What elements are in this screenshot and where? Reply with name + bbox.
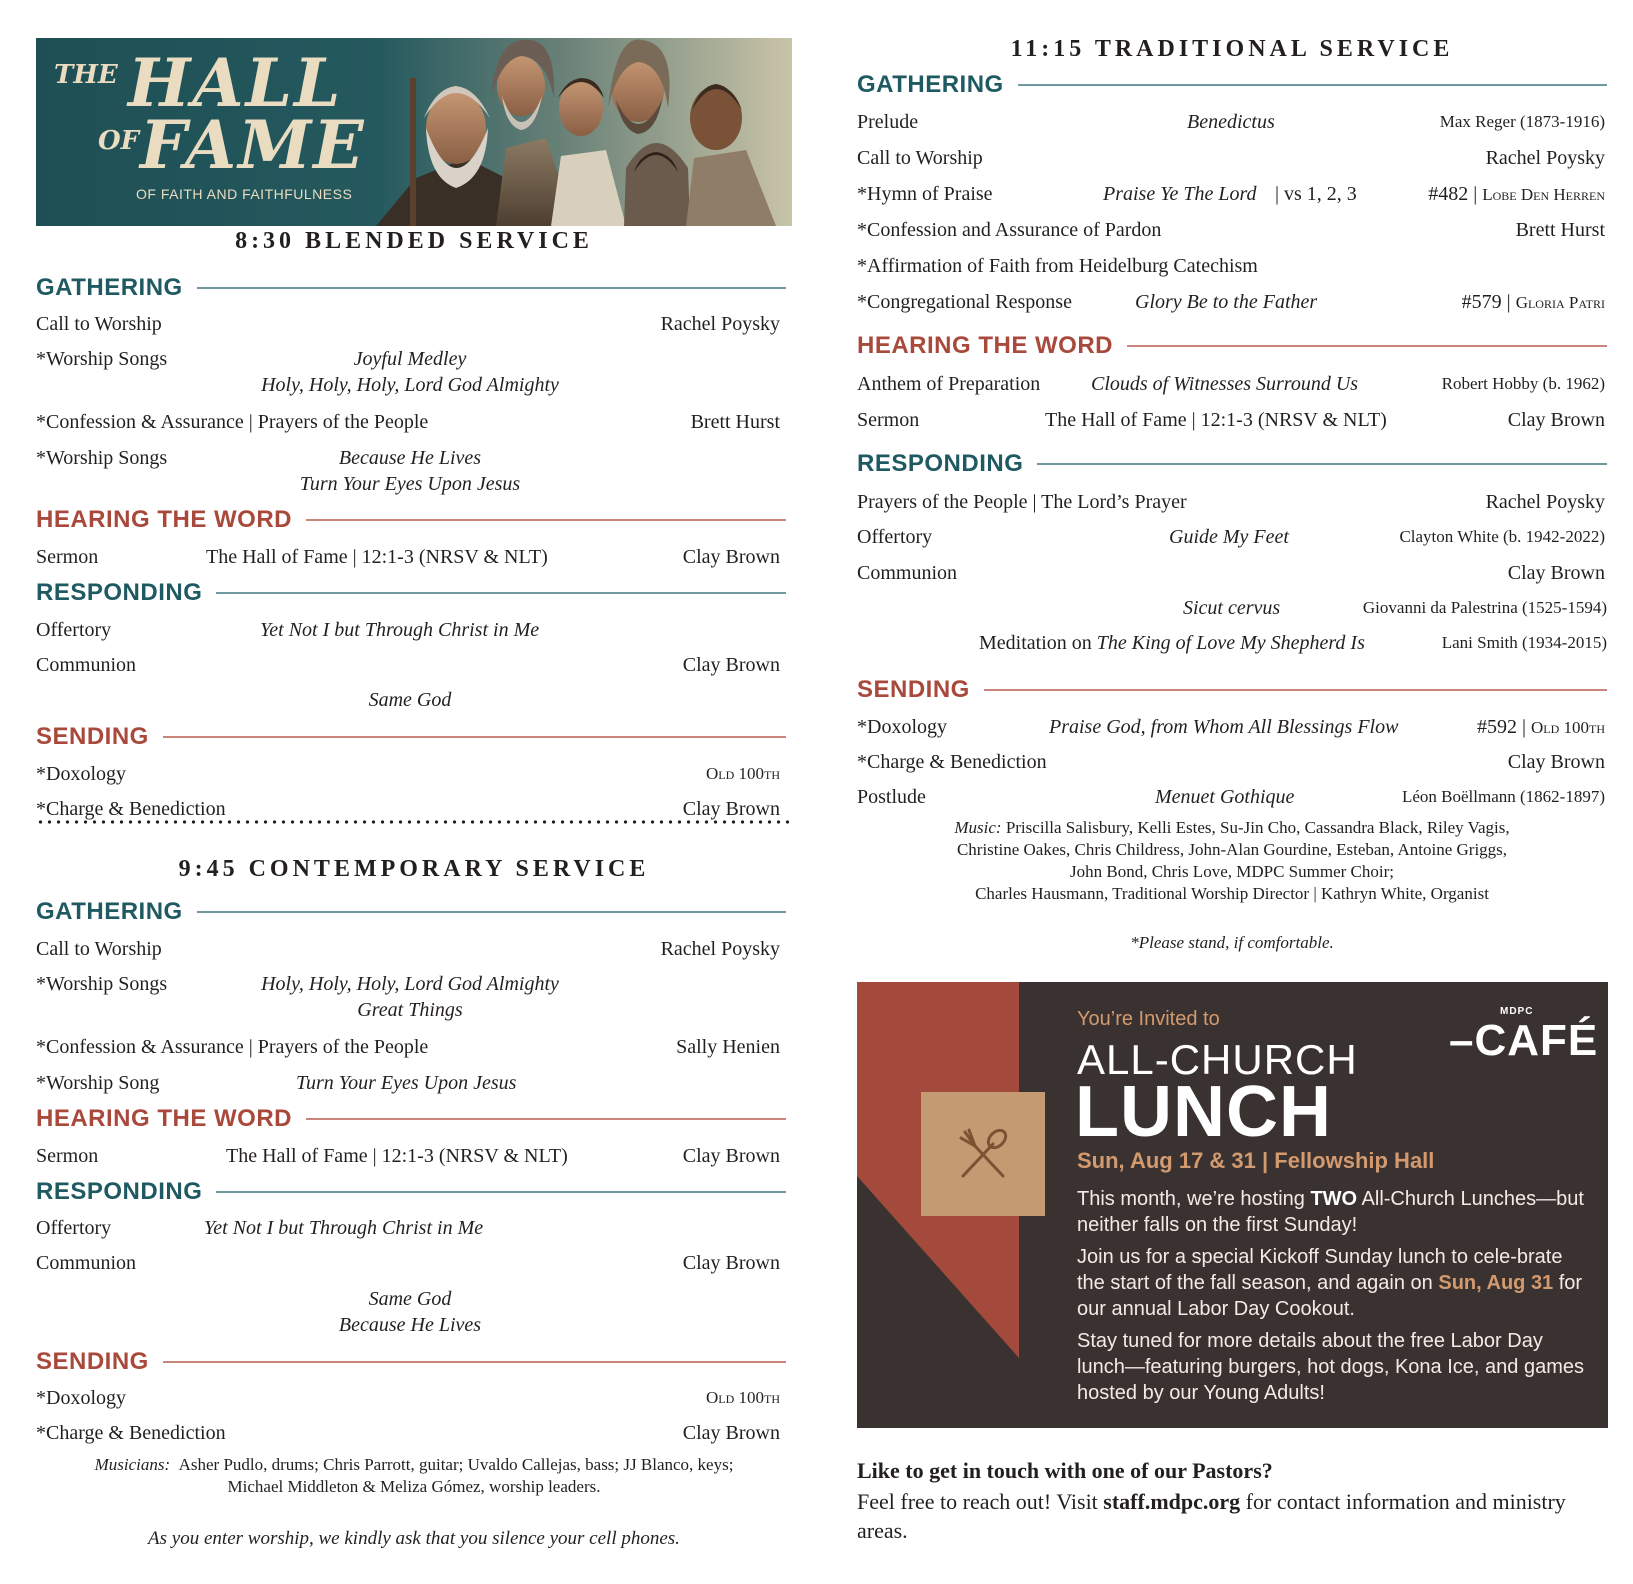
- item-person: Clay Brown: [1507, 409, 1605, 431]
- blended-charge-row: [36, 796, 780, 822]
- divider: [306, 1118, 786, 1120]
- traditional-hymn-row: [857, 181, 1605, 207]
- blended-songs2-titles: [200, 445, 620, 497]
- item-person: Rachel Poysky: [660, 938, 780, 960]
- traditional-anthem-row: [857, 371, 1605, 397]
- composer: Lani Smith (1934-2015): [1441, 633, 1607, 652]
- ad-date: Sun, Aug 17 & 31 | Fellowship Hall: [1077, 1148, 1435, 1173]
- item-label: Postlude: [857, 786, 926, 808]
- pastors-heading: Like to get in touch with one of our Pastors?: [857, 1458, 1273, 1483]
- item-label: Sermon: [36, 1145, 99, 1167]
- divider: [163, 736, 786, 738]
- meditation-prefix: Meditation on: [979, 632, 1092, 654]
- blended-sermon-row: [36, 544, 780, 570]
- traditional-confession-row: [857, 217, 1605, 243]
- composer: Clayton White (b. 1942-2022): [1399, 527, 1605, 546]
- divider: [216, 1191, 786, 1193]
- contemporary-sermon-row: [36, 1143, 780, 1169]
- item-person: Clay Brown: [682, 1252, 780, 1274]
- blended-hearing-header: [36, 507, 786, 533]
- item-label: Communion: [857, 562, 958, 584]
- item-person: Clay Brown: [1507, 562, 1605, 584]
- item-label: *Confession and Assurance of Pardon: [857, 219, 1162, 241]
- pastors-text-part: Feel free to reach out! Visit: [857, 1489, 1104, 1514]
- section-label: RESPONDING: [36, 579, 203, 606]
- blended-offertory-row: [36, 617, 780, 643]
- ad-paragraph-3: Stay tuned for more details about the free Labor Day lunch—featuring burgers, hot dogs, Kona Ice, and games hosted by our Young Adults!: [1077, 1330, 1584, 1404]
- divider: [1127, 345, 1607, 347]
- song-title: Turn Your Eyes Upon Jesus: [296, 1072, 517, 1094]
- item-label: Sermon: [857, 409, 920, 431]
- item-label: *Worship Songs: [36, 348, 168, 370]
- blended-gathering-header: [36, 275, 786, 301]
- sermon-title: The Hall of Fame | 12:1-3 (NRSV & NLT): [1045, 409, 1387, 431]
- item-label: Anthem of Preparation: [857, 373, 1041, 395]
- item-label: Call to Worship: [36, 938, 162, 960]
- section-label: RESPONDING: [36, 1178, 203, 1205]
- traditional-music-credits: [857, 817, 1607, 905]
- banner-the: THE: [54, 60, 118, 90]
- sermon-title: The Hall of Fame | 12:1-3 (NRSV & NLT): [206, 546, 548, 568]
- contemporary-communion-songs: [200, 1286, 620, 1338]
- item-label: Offertory: [36, 619, 112, 641]
- divider: [1018, 84, 1607, 86]
- ad-text-highlight: Sun, Aug 31: [1438, 1272, 1554, 1294]
- contemporary-charge-row: [36, 1420, 780, 1446]
- section-label: HEARING THE WORD: [36, 1105, 292, 1132]
- response-number: #579 |: [1461, 291, 1511, 313]
- musicians-line: Asher Pudlo, drums; Chris Parrott, guitar; Uvaldo Callejas, bass; JJ Blanco, keys;: [178, 1455, 734, 1474]
- doxology-title: Praise God, from Whom All Blessings Flow: [1049, 716, 1399, 738]
- item-person: Clay Brown: [682, 1145, 780, 1167]
- item-person: Clay Brown: [682, 546, 780, 568]
- pastors-text-part: for contact information and ministry areas.: [857, 1489, 1566, 1543]
- item-label: *Doxology: [36, 763, 126, 785]
- stand-note: *Please stand, if comfortable.: [1130, 933, 1334, 952]
- item-label: Call to Worship: [857, 147, 983, 169]
- item-label: *Confession & Assurance | Prayers of the People: [36, 411, 429, 433]
- hall-of-fame-banner: [36, 38, 792, 226]
- offertory-title: Guide My Feet: [1169, 526, 1289, 548]
- ad-all-church: ALL-CHURCH: [1077, 1036, 1358, 1083]
- traditional-prelude-row: [857, 109, 1605, 135]
- traditional-postlude-row: [857, 784, 1605, 810]
- section-label: GATHERING: [36, 274, 183, 301]
- section-label: SENDING: [36, 1348, 149, 1375]
- fork-spoon-icon: [953, 1124, 1013, 1184]
- traditional-call-row: [857, 145, 1605, 171]
- composer: Giovanni da Palestrina (1525-1594): [1362, 598, 1607, 617]
- music-line: Christine Oakes, Chris Childress, John-Alan Gourdine, Esteban, Antoine Griggs,: [956, 840, 1508, 859]
- divider: [984, 689, 1607, 691]
- item-label: *Doxology: [857, 716, 947, 738]
- song-title: Joyful Medley: [353, 348, 467, 370]
- contemporary-service-title: 9:45 CONTEMPORARY SERVICE: [178, 856, 650, 882]
- blended-communion-song: Same God: [368, 689, 452, 711]
- ad-text: All-Church Lunches—but neither falls on the first Sunday!: [1077, 1188, 1584, 1236]
- tune-name: Lobe Den Herren: [1482, 185, 1605, 204]
- ad-paragraph-2: [1077, 1244, 1587, 1322]
- contemporary-responding-header: [36, 1179, 786, 1205]
- section-label: HEARING THE WORD: [857, 332, 1113, 359]
- blended-call-row: [36, 311, 780, 337]
- item-label: *Worship Song: [36, 1072, 160, 1094]
- blended-sending-header: [36, 724, 786, 750]
- ad-text: Join us for a special Kickoff Sunday lunch to cele-brate the start of the fall season, and again on: [1077, 1246, 1563, 1294]
- offertory-title: Yet Not I but Through Christ in Me: [260, 619, 540, 641]
- all-church-lunch-ad: [857, 982, 1608, 1428]
- item-label: Offertory: [857, 526, 933, 548]
- banner-of: OF: [98, 126, 140, 156]
- item-person: Rachel Poysky: [1485, 491, 1605, 513]
- blended-doxology-row: [36, 761, 780, 787]
- ad-invited: You’re Invited to: [1077, 1008, 1220, 1030]
- traditional-hearing-header: [857, 333, 1607, 359]
- item-person: Sally Henien: [676, 1036, 780, 1058]
- sicut-title: Sicut cervus: [1183, 597, 1281, 619]
- blended-service-title: 8:30 BLENDED SERVICE: [235, 228, 593, 254]
- item-person: Clay Brown: [682, 1422, 780, 1444]
- meditation-title: The King of Love My Shepherd Is: [1096, 632, 1365, 654]
- blended-responding-header: [36, 580, 786, 606]
- tune-name: Old 100th: [705, 764, 780, 783]
- banner-fame: FAME: [140, 106, 366, 184]
- traditional-charge-row: [857, 749, 1605, 775]
- hymn-verses: | vs 1, 2, 3: [1275, 183, 1357, 205]
- item-label: *Congregational Response: [857, 291, 1072, 313]
- song-title: Same God: [368, 1288, 452, 1310]
- item-person: Clay Brown: [1507, 751, 1605, 773]
- music-line: Charles Hausmann, Traditional Worship Director | Kathryn White, Organist: [975, 884, 1489, 903]
- traditional-sicut-row: [857, 595, 1607, 621]
- divider: [197, 287, 786, 289]
- musicians-line: Michael Middleton & Meliza Gómez, worship leaders.: [227, 1477, 601, 1496]
- item-label: Sermon: [36, 546, 99, 568]
- response-title: Glory Be to the Father: [1135, 291, 1318, 313]
- divider: [163, 1361, 786, 1363]
- ad-icon-box: [921, 1092, 1045, 1216]
- cafe-logo-mdpc: MDPC: [1500, 1006, 1534, 1017]
- traditional-communion-row: [857, 560, 1605, 586]
- traditional-service-title: 11:15 TRADITIONAL SERVICE: [1010, 36, 1454, 62]
- item-person: Rachel Poysky: [1485, 147, 1605, 169]
- postlude-title: Menuet Gothique: [1155, 786, 1295, 808]
- tune-name: Old 100th: [705, 1388, 780, 1407]
- section-label: SENDING: [36, 723, 149, 750]
- divider: [1037, 463, 1607, 465]
- ad-text-bold: TWO: [1310, 1188, 1358, 1210]
- item-label: *Doxology: [36, 1387, 126, 1409]
- contemporary-musicians: [36, 1454, 792, 1498]
- musicians-label: Musicians:: [94, 1455, 171, 1474]
- music-line: John Bond, Chris Love, MDPC Summer Choir;: [1070, 862, 1394, 881]
- song-title: Because He Lives: [338, 447, 482, 469]
- song-title: Great Things: [357, 999, 463, 1021]
- item-label: Communion: [36, 654, 137, 676]
- contemporary-communion-row: [36, 1250, 780, 1276]
- item-label: *Hymn of Praise: [857, 183, 993, 205]
- contemporary-hearing-header: [36, 1106, 786, 1132]
- item-label: Call to Worship: [36, 313, 162, 335]
- traditional-affirmation-row: [857, 253, 1605, 279]
- sermon-title: The Hall of Fame | 12:1-3 (NRSV & NLT): [226, 1145, 568, 1167]
- music-line: Priscilla Salisbury, Kelli Estes, Su-Jin Cho, Cassandra Black, Riley Vagis,: [1005, 818, 1510, 837]
- traditional-response-row: [857, 289, 1605, 315]
- dotted-divider: [36, 820, 792, 824]
- item-label: Communion: [36, 1252, 137, 1274]
- item-label: *Worship Songs: [36, 973, 168, 995]
- composer: Max Reger (1873-1916): [1439, 112, 1605, 131]
- section-label: RESPONDING: [857, 450, 1024, 477]
- traditional-sermon-row: [857, 407, 1605, 433]
- contemporary-offertory-row: [36, 1215, 780, 1241]
- item-label: Prelude: [857, 111, 919, 133]
- item-label: *Worship Songs: [36, 447, 168, 469]
- anthem-title: Clouds of Witnesses Surround Us: [1091, 373, 1359, 395]
- traditional-gathering-header: [857, 72, 1607, 98]
- ad-paragraph-1: [1077, 1186, 1587, 1238]
- contemporary-doxology-row: [36, 1385, 780, 1411]
- banner-subtitle: OF FAITH AND FAITHFULNESS: [136, 186, 353, 202]
- item-label: Prayers of the People | The Lord’s Prayer: [857, 491, 1187, 513]
- item-label: *Charge & Benediction: [36, 1422, 226, 1444]
- divider: [197, 911, 786, 913]
- contemporary-gathering-header: [36, 899, 786, 925]
- song-title: Because He Lives: [338, 1314, 482, 1336]
- traditional-doxology-row: [857, 714, 1605, 740]
- item-person: Clay Brown: [682, 798, 780, 820]
- music-label: Music:: [954, 818, 1002, 837]
- banner-hall: HALL: [128, 44, 343, 122]
- hymn-number: #482 |: [1428, 183, 1478, 205]
- item-label: *Charge & Benediction: [857, 751, 1047, 773]
- biblical-figures-illustration: [376, 38, 792, 226]
- song-title: Holy, Holy, Holy, Lord God Almighty: [261, 374, 559, 396]
- section-label: GATHERING: [857, 71, 1004, 98]
- divider: [216, 592, 786, 594]
- traditional-sending-header: [857, 677, 1607, 703]
- staff-link[interactable]: staff.mdpc.org: [1103, 1489, 1241, 1514]
- offertory-title: Yet Not I but Through Christ in Me: [204, 1217, 484, 1239]
- item-person: Clay Brown: [682, 654, 780, 676]
- prelude-title: Benedictus: [1187, 111, 1275, 133]
- item-person: Brett Hurst: [1515, 219, 1605, 241]
- ad-text: This month, we’re hosting: [1077, 1188, 1311, 1210]
- blended-communion-row: [36, 652, 780, 678]
- hymn-title: Praise Ye The Lord: [1103, 183, 1257, 205]
- doxology-number: #592 |: [1476, 716, 1526, 738]
- section-label: HEARING THE WORD: [36, 506, 292, 533]
- ad-lunch: LUNCH: [1075, 1072, 1332, 1152]
- contemporary-song-row: [36, 1070, 780, 1096]
- ad-text: for our annual Labor Day Cookout.: [1077, 1272, 1583, 1320]
- traditional-prayers-row: [857, 489, 1605, 515]
- contemporary-songs1-titles: [200, 971, 620, 1023]
- composer: Robert Hobby (b. 1962): [1441, 374, 1605, 393]
- composer: Léon Boëllmann (1862-1897): [1401, 787, 1605, 806]
- section-label: SENDING: [857, 676, 970, 703]
- song-title: Turn Your Eyes Upon Jesus: [299, 473, 521, 495]
- traditional-meditation-row: [857, 630, 1607, 656]
- traditional-responding-header: [857, 451, 1607, 477]
- silence-phones-note: As you enter worship, we kindly ask that you silence your cell phones.: [148, 1528, 680, 1549]
- contemporary-confession-row: [36, 1034, 780, 1060]
- divider: [306, 519, 786, 521]
- pastors-text: [857, 1487, 1577, 1545]
- item-label: Offertory: [36, 1217, 112, 1239]
- song-title: Holy, Holy, Holy, Lord God Almighty: [261, 973, 559, 995]
- tune-name: Old 100th: [1530, 718, 1605, 737]
- blended-confession-row: [36, 409, 780, 435]
- item-person: Rachel Poysky: [660, 313, 780, 335]
- section-label: GATHERING: [36, 898, 183, 925]
- tune-name: Gloria Patri: [1515, 293, 1605, 312]
- contemporary-call-row: [36, 936, 780, 962]
- item-person: Brett Hurst: [690, 411, 780, 433]
- contemporary-sending-header: [36, 1349, 786, 1375]
- cafe-logo: –CAFÉ: [1449, 1016, 1599, 1065]
- traditional-offertory-row: [857, 524, 1605, 550]
- item-label: *Charge & Benediction: [36, 798, 226, 820]
- blended-songs1-titles: [200, 346, 620, 398]
- item-label: *Affirmation of Faith from Heidelburg Catechism: [857, 255, 1258, 277]
- item-label: *Confession & Assurance | Prayers of the People: [36, 1036, 429, 1058]
